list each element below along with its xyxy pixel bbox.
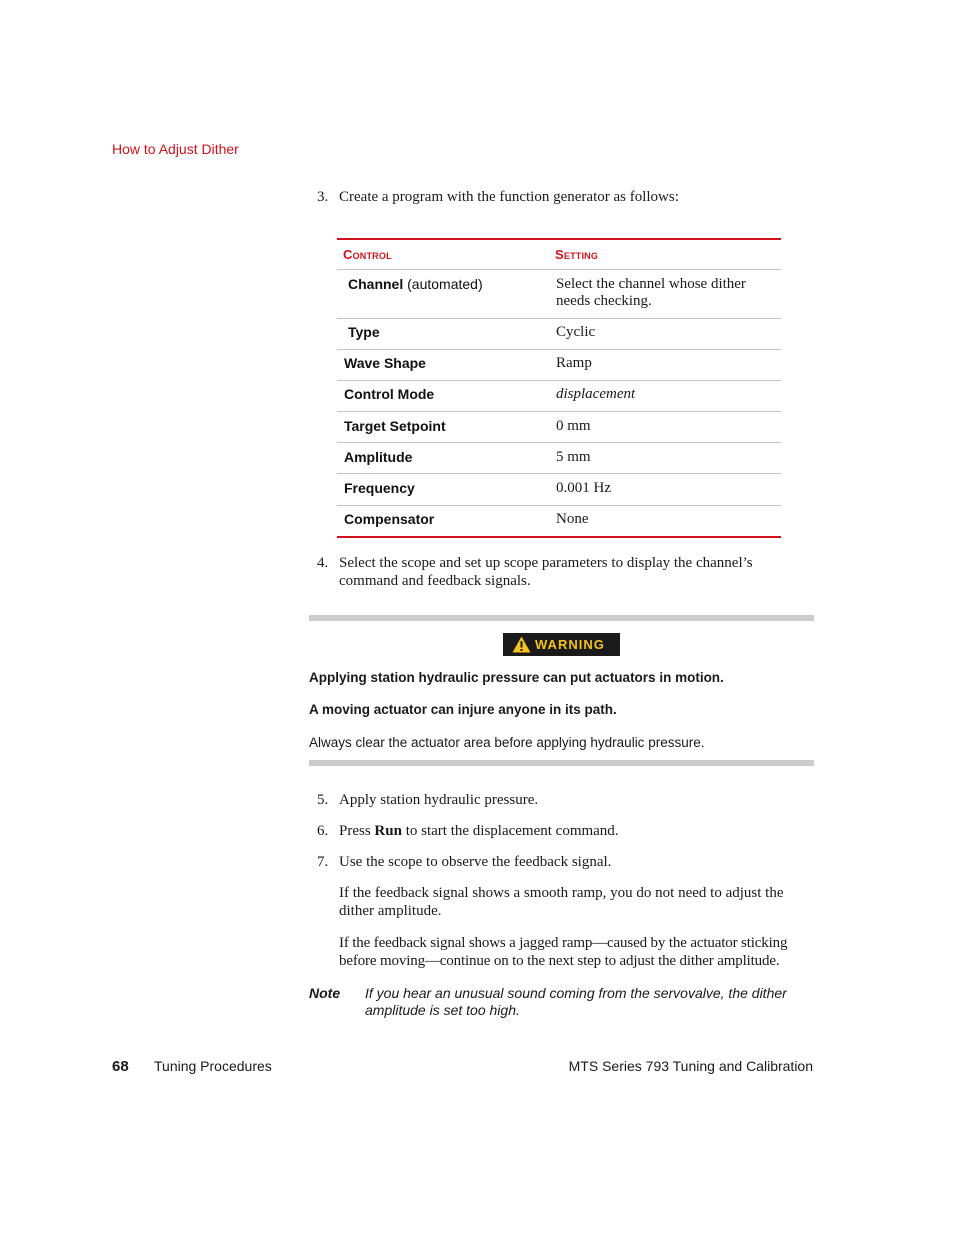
warning-badge-label: WARNING — [535, 637, 605, 652]
setting-value: Select the channel whose dither needs checking. — [556, 276, 746, 309]
settings-table — [337, 238, 781, 538]
setting-value: 0 mm — [556, 418, 591, 434]
step-number: 4. — [317, 555, 329, 571]
book-title: MTS Series 793 Tuning and Calibration — [568, 1058, 813, 1074]
setting-value: None — [556, 511, 589, 527]
step-text-post: to start the displacement command. — [401, 823, 619, 839]
control-name: Target Setpoint — [344, 418, 446, 434]
step-text: Apply station hydraulic pressure. — [339, 792, 539, 808]
step-6 — [317, 822, 809, 840]
table-row — [337, 270, 781, 319]
warning-badge — [503, 633, 620, 656]
warning-line-1: Applying station hydraulic pressure can put actuators in motion. — [309, 670, 724, 685]
step-number: 3. — [317, 189, 329, 205]
control-name: Amplitude — [344, 449, 413, 465]
control-name: Frequency — [344, 480, 415, 496]
step-text: Create a program with the function generator as follows: — [339, 189, 679, 205]
control-name: Type — [348, 324, 380, 340]
table-bottom-rule — [337, 536, 781, 538]
section-title: How to Adjust Dither — [112, 141, 239, 157]
column-header-setting: Setting — [555, 247, 599, 262]
note-text: If you hear an unusual sound coming from the servovalve, the dither amplitude is set too high. — [365, 985, 787, 1018]
setting-value: Ramp — [556, 355, 592, 371]
control-name: Wave Shape — [344, 355, 426, 371]
control-name: Channel (automated) — [348, 276, 483, 292]
setting-value: 0.001 Hz — [556, 480, 611, 496]
note-label: Note — [309, 985, 341, 1001]
step-5 — [317, 791, 809, 809]
warning-bottom-bar — [309, 760, 814, 766]
page-number: 68 — [112, 1058, 129, 1075]
step-text: Use the scope to observe the feedback signal. — [339, 854, 612, 870]
step-number: 5. — [317, 792, 329, 808]
step-number: 7. — [317, 854, 329, 870]
paragraph-smooth-ramp: If the feedback signal shows a smooth ramp, you do not need to adjust the dither amplitude. — [339, 885, 784, 919]
setting-value: 5 mm — [556, 449, 591, 465]
table-row — [337, 506, 781, 536]
step-text: Select the scope and set up scope parameters to display the channel’s command and feedback signals. — [339, 555, 753, 589]
step-text-pre: Press — [339, 823, 375, 839]
table-row — [337, 443, 781, 474]
table-row — [337, 474, 781, 506]
warning-top-bar — [309, 615, 814, 621]
paragraph-jagged-ramp: If the feedback signal shows a jagged ramp—caused by the actuator sticking before moving—continue on to the next step to adjust the dither amplitude. — [339, 935, 788, 969]
table-row — [337, 319, 781, 350]
setting-value: Cyclic — [556, 324, 596, 340]
step-7 — [317, 853, 809, 871]
setting-value: displacement — [556, 386, 636, 402]
warning-line-3: Always clear the actuator area before applying hydraulic pressure. — [309, 735, 705, 750]
column-header-control: Control — [343, 247, 392, 262]
control-name: Compensator — [344, 511, 435, 527]
step-3 — [317, 188, 809, 206]
run-command-label: Run — [374, 823, 402, 839]
step-number: 6. — [317, 823, 329, 839]
table-row — [337, 381, 781, 412]
control-name: Control Mode — [344, 386, 435, 402]
warning-line-2: A moving actuator can injure anyone in its path. — [309, 702, 617, 717]
warning-triangle-icon — [512, 636, 531, 653]
step-4 — [317, 554, 784, 590]
table-row — [337, 350, 781, 381]
table-header — [337, 240, 781, 270]
chapter-title: Tuning Procedures — [154, 1058, 272, 1074]
table-row — [337, 412, 781, 443]
